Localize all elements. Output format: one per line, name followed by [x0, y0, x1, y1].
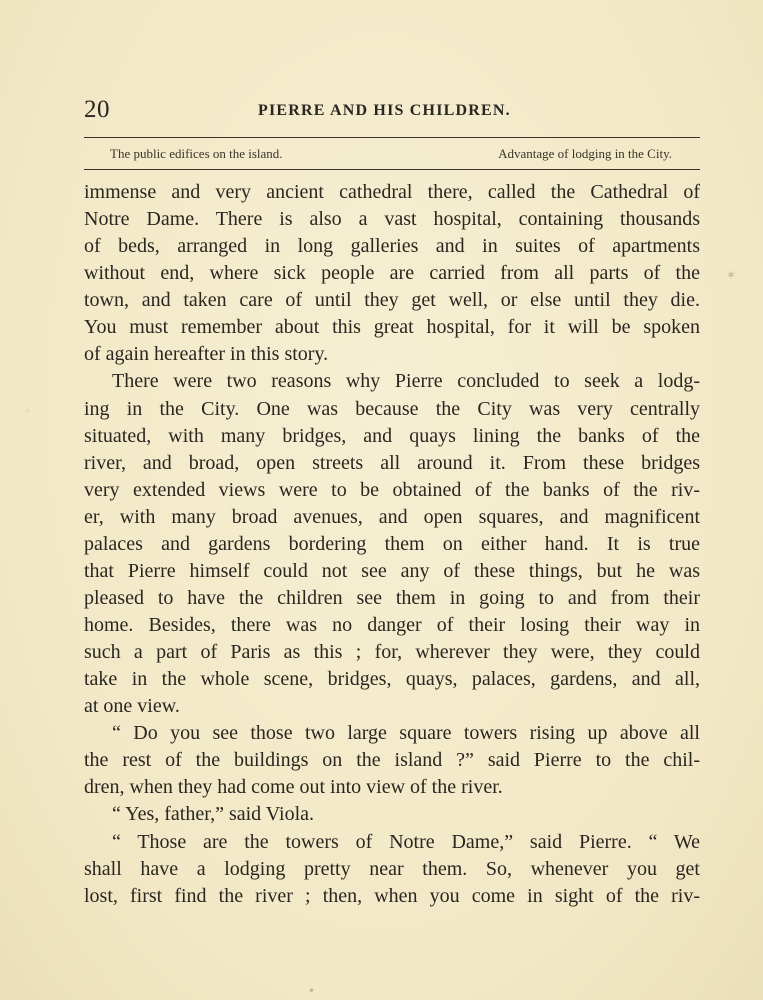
text-line: without end, where sick people are carried from all parts of the — [84, 262, 700, 285]
paper-speck: • — [308, 984, 316, 998]
text-line: You must remember about this great hospital, for it will be spoken — [84, 316, 700, 339]
sidenote-bar — [84, 144, 700, 164]
text-line: of beds, arranged in long galleries and in suites of apartments — [84, 235, 700, 258]
running-head — [84, 96, 700, 126]
text-line: lost, first find the river ; then, when you come in sight of the riv- — [84, 884, 700, 907]
page-number: 20 — [84, 96, 110, 123]
text-line: that Pierre himself could not see any of these things, but he was — [84, 559, 700, 582]
text-line: situated, with many bridges, and quays lining the banks of the — [84, 424, 700, 447]
text-line: such a part of Paris as this ; for, wherever they were, they could — [84, 641, 700, 664]
paper-speck: ✶ — [726, 268, 737, 282]
text-line: at one view. — [84, 695, 180, 718]
text-line: of again hereafter in this story. — [84, 343, 329, 366]
body-text — [84, 179, 700, 910]
text-line: er, with many broad avenues, and open squares, and magnificent — [84, 505, 700, 528]
text-line: immense and very ancient cathedral there, called the Cathedral of — [84, 181, 700, 203]
text-line: There were two reasons why Pierre concluded to seek a lodg- — [112, 370, 700, 393]
paper-speck: ◦ — [24, 404, 32, 418]
text-line: shall have a lodging pretty near them. So, whenever you get — [84, 857, 700, 880]
text-line: the rest of the buildings on the island ?” said Pierre to the chil- — [84, 749, 700, 772]
text-line: Notre Dame. There is also a vast hospital, containing thousands — [84, 208, 700, 231]
text-line: river, and broad, open streets all around it. From these bridges — [84, 451, 700, 474]
text-line: very extended views were to be obtained of the banks of the riv- — [84, 478, 700, 501]
text-line: home. Besides, there was no danger of their losing their way in — [84, 614, 700, 636]
text-line: dren, when they had come out into view of the river. — [84, 776, 503, 799]
text-line: “ Do you see those two large square towers rising up above all — [112, 722, 700, 745]
text-line: “ Those are the towers of Notre Dame,” said Pierre. “ We — [112, 830, 700, 853]
text-line: take in the whole scene, bridges, quays, palaces, gardens, and all, — [84, 668, 700, 691]
text-line: palaces and gardens bordering them on either hand. It is true — [84, 532, 700, 555]
text-line: town, and taken care of until they get well, or else until they die. — [84, 289, 700, 312]
text-line: “ Yes, father,” said Viola. — [112, 803, 315, 826]
sidenote-right: Advantage of lodging in the City. — [498, 146, 672, 161]
text-line: ing in the City. One was because the City was very centrally — [84, 397, 700, 420]
header-rule-top — [84, 137, 700, 138]
sidenote-left: The public edifices on the island. — [110, 146, 283, 161]
text-line: pleased to have the children see them in going to and from their — [84, 586, 700, 609]
header-rule-bottom — [84, 169, 700, 170]
running-title: PIERRE AND HIS CHILDREN. — [258, 102, 511, 119]
